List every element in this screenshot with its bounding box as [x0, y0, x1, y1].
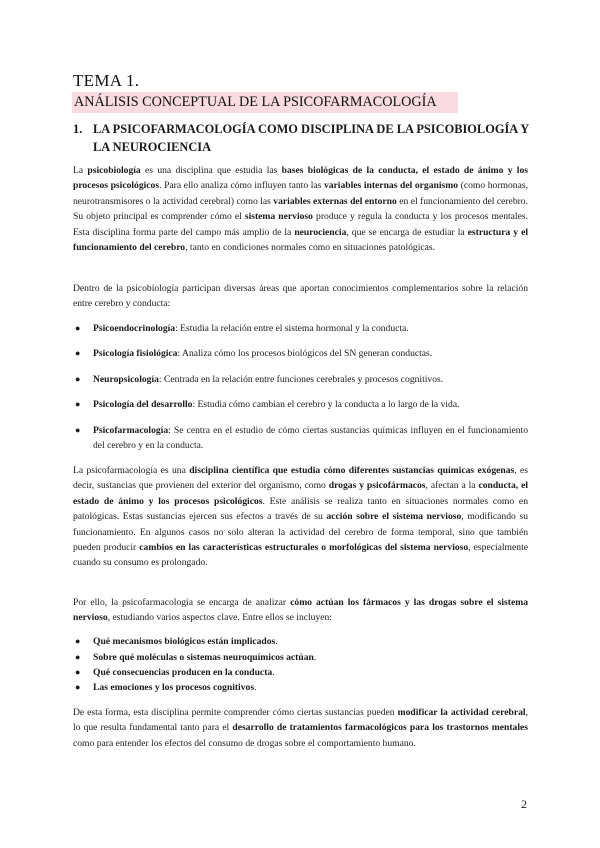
bold-text-run: neurociencia — [294, 226, 347, 238]
list-item-aspect — [73, 665, 528, 680]
bold-text-run: estructura y el funcionamiento del cerebro — [73, 226, 528, 254]
text-run: La psicofarmacología es una — [73, 465, 190, 476]
list-item-area — [73, 423, 528, 454]
bold-text-run: Qué mecanismos biológicos están implicados — [93, 636, 276, 647]
text-run: : Estudia la relación entre el sistema hormonal y la conducta. — [175, 323, 409, 334]
bold-text-run: psicobiología — [87, 165, 141, 176]
section-number: 1. — [73, 122, 83, 136]
bold-text-run: sistema nervioso — [244, 211, 313, 223]
list-item-area — [73, 321, 528, 336]
bold-text-run: Las emociones y los procesos cognitivos — [93, 682, 255, 693]
text-run: La — [73, 165, 88, 176]
bold-text-run: cambios en las características estructurales o morfológicas del sistema nervioso — [139, 542, 469, 554]
text-run: , modificando su funcionamiento. En algunos casos no solo alteran la actividad del cerebro de forma temporal, sino que también pueden producir — [73, 511, 528, 554]
bold-text-run: bases biológicas de la conducta, el estado de ánimo y los procesos psicológicos — [73, 165, 528, 192]
bold-text-run: disciplina científica que estudia cómo diferentes sustancias químicas exógenas — [189, 465, 515, 476]
bullet-icon: ● — [75, 323, 81, 333]
text-run: : Analiza cómo los procesos biológicos del SN generan conductas. — [177, 348, 433, 359]
text-run: . Este análisis se realiza tanto en situaciones normales como en patológicas. Estas sustancias ejercen sus efectos a través de su — [73, 495, 528, 523]
list-item-aspect — [73, 680, 528, 695]
text-run: De esta forma, esta disciplina permite comprender cómo ciertas sustancias pueden — [73, 707, 398, 718]
text-run: Por ello, la psicofarmacología se encarga de analizar — [73, 597, 291, 608]
bold-text-run: Psicofarmacología — [93, 425, 169, 436]
text-run: (como hormonas, neurotransmisores o la actividad cerebral) como las — [73, 180, 528, 207]
text-run: , es decir, sustancias que provienen del exterior del organismo, como — [73, 465, 528, 492]
bullet-icon: ● — [75, 636, 81, 646]
bullet-icon: ● — [75, 348, 81, 358]
list-item-area — [73, 346, 528, 361]
paragraph-psicofarmacologia — [73, 463, 528, 571]
text-run: en el funcionamiento del cerebro. Su objeto principal es comprender cómo el — [73, 195, 529, 223]
bullet-icon: ● — [75, 399, 81, 409]
text-run: . — [254, 682, 257, 693]
text-run: : Centrada en la relación entre funciones cerebrales y procesos cognitivos. — [158, 374, 444, 385]
text-run: : Estudia cómo cambian el cerebro y la conducta a lo largo de la vida. — [192, 399, 460, 410]
list-item-aspect — [73, 650, 528, 665]
chapter-title: TEMA 1. — [73, 71, 140, 90]
bold-text-run: acción sobre el sistema nervioso — [326, 511, 462, 523]
bold-text-run: desarrollo de tratamientos farmacológicos para los trastornos mentales — [232, 722, 528, 734]
chapter-subtitle: ANÁLISIS CONCEPTUAL DE LA PSICOFARMACOLOGÍA — [72, 92, 458, 113]
text-run: : Se centra en el estudio de cómo ciertas sustancias químicas influyen en el funcionamiento del cerebro y en la conducta. — [93, 425, 528, 452]
text-run: como para entender los efectos del consumo de drogas sobre el comportamiento humano. — [73, 737, 416, 749]
bullet-icon: ● — [75, 667, 81, 677]
section-heading — [73, 120, 533, 156]
paragraph-conclusion — [73, 705, 528, 751]
paragraph-analysis-intro — [73, 595, 528, 626]
bullet-icon: ● — [75, 374, 81, 384]
list-item-area — [73, 372, 528, 387]
bold-text-run: Sobre qué moléculas o sistemas neuroquímicos actúan — [93, 652, 314, 663]
bold-text-run: Psicología fisiológica — [93, 348, 178, 359]
text-run: . Para ello analiza cómo influyen tanto las — [159, 180, 324, 192]
text-run: , lo que resulta fundamental tanto para el — [73, 707, 528, 734]
text-run: , estudiando varios aspectos clave. Entre ellos se incluyen: — [107, 612, 332, 624]
list-item-aspect — [73, 634, 528, 649]
text-run: es una disciplina que estudia las — [140, 165, 282, 176]
bold-text-run: Psicología del desarrollo — [93, 399, 193, 410]
bold-text-run: variables externas del entorno — [273, 195, 397, 207]
text-run: , especialmente cuando su consumo es prolongado. — [73, 542, 528, 569]
paragraph-areas-intro — [73, 281, 528, 312]
text-run: , que se encarga de estudiar la — [346, 226, 468, 238]
text-run: . — [275, 636, 278, 647]
text-run: produce y regula la conducta y los procesos mentales. Esta disciplina forma parte del campo más amplio de la — [73, 211, 528, 238]
text-run: , afectan a la — [425, 480, 479, 492]
bullet-icon: ● — [75, 682, 81, 692]
paragraph-psicobiologia — [73, 163, 528, 255]
bullet-icon: ● — [75, 652, 81, 662]
bold-text-run: variables internas del organismo — [323, 180, 459, 192]
bullet-icon: ● — [75, 425, 81, 435]
bold-text-run: cómo actúan los fármacos y las drogas sobre el sistema nervioso — [73, 597, 528, 624]
bold-text-run: Neuropsicología — [93, 374, 159, 385]
bold-text-run: Psicoendocrinología — [93, 323, 176, 334]
text-run: Dentro de la psicobiología participan diversas áreas que aportan conocimientos complementarios sobre la relación entre cerebro y conducta: — [73, 283, 528, 310]
text-run: . — [272, 667, 275, 678]
bold-text-run: conducta, el estado de ánimo y los procesos psicológicos — [73, 480, 528, 507]
bold-text-run: modificar la actividad cerebral — [397, 707, 526, 718]
text-run: , tanto en condiciones normales como en situaciones patológicas. — [185, 242, 436, 254]
page-number: 2 — [521, 797, 527, 811]
section-heading-text: LA PSICOFARMACOLOGÍA COMO DISCIPLINA DE LA PSICOBIOLOGÍA Y LA NEUROCIENCIA — [93, 122, 529, 154]
list-item-area — [73, 397, 528, 412]
bold-text-run: drogas y psicofármacos — [328, 480, 426, 492]
text-run: . — [313, 652, 317, 663]
bold-text-run: Qué consecuencias producen en la conducta — [93, 667, 273, 678]
